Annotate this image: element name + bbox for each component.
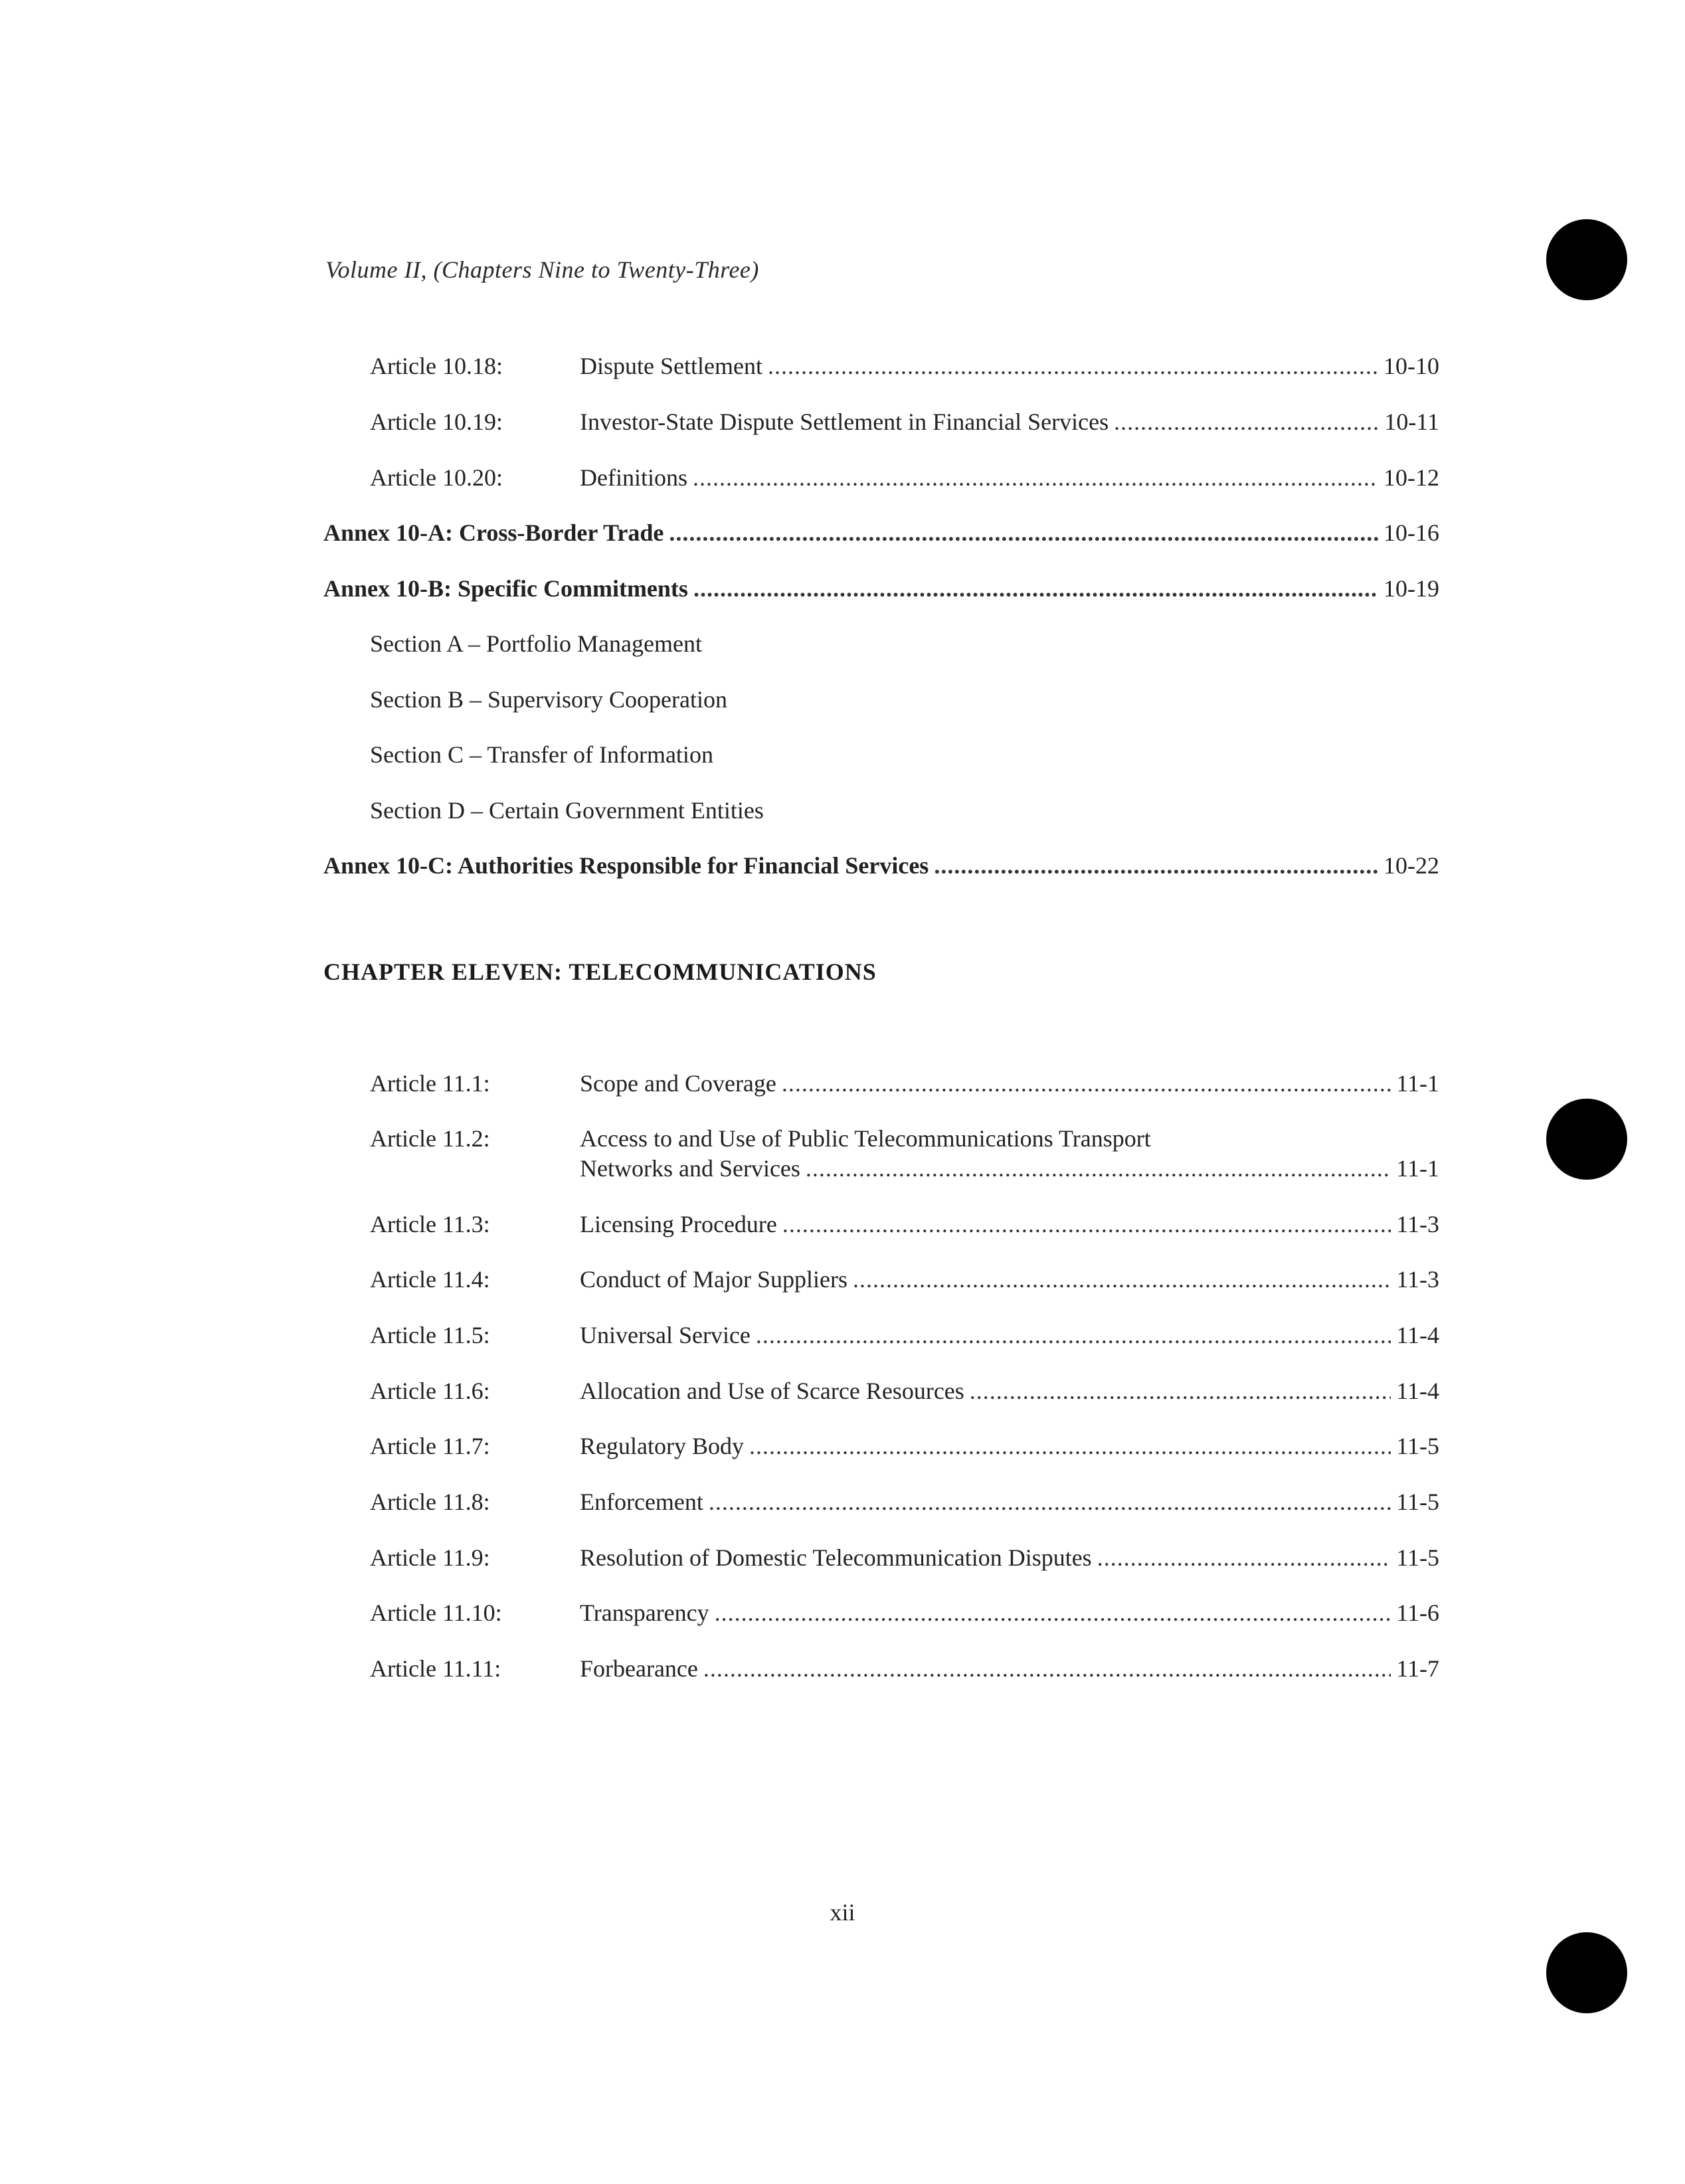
article-title-line — [580, 406, 1439, 438]
dot-leader — [934, 850, 1378, 881]
page-number: 11-5 — [1396, 1544, 1439, 1571]
article-title-line — [580, 1375, 1439, 1407]
toc-entry-article-11-10[interactable] — [370, 1597, 1439, 1629]
article-label: Article 11.9: — [370, 1544, 490, 1571]
article-title-line — [580, 1486, 1439, 1518]
annex-section-a[interactable]: Section A – Portfolio Management — [370, 630, 702, 657]
dot-leader — [709, 1486, 1391, 1518]
article-title: Resolution of Domestic Telecommunication Disputes — [580, 1544, 1092, 1571]
page-number: 10-10 — [1383, 353, 1439, 379]
toc-entry-article-11-4[interactable] — [370, 1263, 1439, 1295]
article-title-line — [580, 1319, 1439, 1351]
page-number: 11-5 — [1396, 1489, 1439, 1515]
article-title-line — [580, 1152, 1439, 1184]
binder-hole-bottom — [1546, 1932, 1627, 2013]
page-number: 10-16 — [1383, 519, 1439, 546]
toc-entry-article-11-2[interactable] — [370, 1152, 1439, 1184]
article-title-first-line[interactable]: Access to and Use of Public Telecommunications Transport — [580, 1125, 1151, 1152]
toc-entry-article-11-3[interactable] — [370, 1208, 1439, 1240]
article-label: Article 11.5: — [370, 1322, 490, 1348]
article-label: Article 11.1: — [370, 1070, 490, 1097]
article-title-line — [580, 462, 1439, 494]
toc-entry-article-11-5[interactable] — [370, 1319, 1439, 1351]
dot-leader — [669, 517, 1378, 549]
annex-title-line — [323, 850, 1439, 881]
page-number: 10-11 — [1384, 409, 1439, 435]
article-title: Regulatory Body — [580, 1433, 744, 1459]
page-number: 11-3 — [1396, 1266, 1439, 1293]
page-number: 11-4 — [1396, 1378, 1439, 1404]
dot-leader — [703, 1653, 1391, 1684]
article-title: Dispute Settlement — [580, 353, 762, 379]
dot-leader — [715, 1597, 1391, 1629]
annex-section-d[interactable]: Section D – Certain Government Entities — [370, 797, 764, 824]
article-title: Licensing Procedure — [580, 1211, 777, 1237]
footer-page-number: xii — [830, 1899, 855, 1926]
page-number: 11-1 — [1396, 1070, 1439, 1097]
article-label: Article 10.18: — [370, 353, 503, 379]
toc-entry-article-11-9[interactable] — [370, 1542, 1439, 1574]
page-number: 11-1 — [1396, 1155, 1439, 1182]
dot-leader — [749, 1430, 1391, 1462]
dot-leader — [1097, 1542, 1391, 1574]
binder-hole-middle — [1546, 1099, 1627, 1180]
toc-entry-article-11-7[interactable] — [370, 1430, 1439, 1462]
article-title-line — [580, 1653, 1439, 1684]
dot-leader — [782, 1067, 1391, 1099]
page-number: 10-12 — [1383, 464, 1439, 491]
article-title: Definitions — [580, 464, 687, 491]
annex-section-c[interactable]: Section C – Transfer of Information — [370, 741, 713, 768]
article-title: Conduct of Major Suppliers — [580, 1266, 847, 1293]
article-label: Article 10.19: — [370, 409, 503, 435]
article-label: Article 11.8: — [370, 1489, 490, 1515]
article-title-line — [580, 1067, 1439, 1099]
annex-title: Annex 10-C: Authorities Responsible for Financial Services — [323, 852, 929, 879]
article-label: Article 11.10: — [370, 1599, 502, 1626]
page-number: 11-3 — [1396, 1211, 1439, 1237]
article-title: Enforcement — [580, 1489, 703, 1515]
dot-leader — [853, 1263, 1391, 1295]
article-title-line — [580, 1263, 1439, 1295]
page-number: 11-5 — [1396, 1433, 1439, 1459]
article-title: Investor-State Dispute Settlement in Financial Services — [580, 409, 1109, 435]
dot-leader — [693, 462, 1378, 494]
toc-entry-article-10-18[interactable] — [370, 350, 1439, 382]
article-label: Article 11.11: — [370, 1655, 501, 1682]
dot-leader — [1114, 406, 1379, 438]
annex-section-b[interactable]: Section B – Supervisory Cooperation — [370, 686, 727, 713]
article-title-line — [580, 1430, 1439, 1462]
page-number: 11-4 — [1396, 1322, 1439, 1348]
dot-leader — [693, 573, 1378, 604]
annex-title: Annex 10-A: Cross-Border Trade — [323, 519, 664, 546]
article-label: Article 11.7: — [370, 1433, 490, 1459]
page-number: 10-22 — [1383, 852, 1439, 879]
article-title: Scope and Coverage — [580, 1070, 776, 1097]
page-number: 11-7 — [1396, 1655, 1439, 1682]
volume-header: Volume II, (Chapters Nine to Twenty-Three) — [325, 256, 759, 283]
annex-title: Annex 10-B: Specific Commitments — [323, 575, 688, 602]
toc-entry-article-11-1[interactable] — [370, 1067, 1439, 1099]
page-number: 10-19 — [1383, 575, 1439, 602]
article-label: Article 11.2: — [370, 1125, 490, 1152]
article-label: Article 11.6: — [370, 1378, 490, 1404]
article-title: Universal Service — [580, 1322, 751, 1348]
article-title-line — [580, 1542, 1439, 1574]
article-label: Article 11.4: — [370, 1266, 490, 1293]
toc-entry-article-11-6[interactable] — [370, 1375, 1439, 1407]
toc-entry-annex-10-b[interactable] — [323, 573, 1439, 604]
dot-leader — [806, 1152, 1391, 1184]
article-title-line — [580, 1208, 1439, 1240]
dot-leader — [768, 350, 1378, 382]
article-title: Networks and Services — [580, 1155, 800, 1182]
toc-entry-annex-10-c[interactable] — [323, 850, 1439, 881]
toc-entry-article-11-11[interactable] — [370, 1653, 1439, 1684]
article-title-line — [580, 1597, 1439, 1629]
toc-entry-article-10-19[interactable] — [370, 406, 1439, 438]
article-title: Allocation and Use of Scarce Resources — [580, 1378, 964, 1404]
binder-hole-top — [1546, 219, 1627, 300]
dot-leader — [782, 1208, 1391, 1240]
chapter-heading[interactable]: CHAPTER ELEVEN: TELECOMMUNICATIONS — [323, 958, 877, 985]
article-label: Article 11.3: — [370, 1211, 490, 1237]
page-number: 11-6 — [1396, 1599, 1439, 1626]
toc-entry-annex-10-a[interactable] — [323, 517, 1439, 549]
annex-title-line — [323, 573, 1439, 604]
annex-title-line — [323, 517, 1439, 549]
dot-leader — [970, 1375, 1391, 1407]
article-label: Article 10.20: — [370, 464, 503, 491]
article-title-line — [580, 350, 1439, 382]
toc-entry-article-10-20[interactable] — [370, 462, 1439, 494]
dot-leader — [756, 1319, 1391, 1351]
toc-entry-article-11-8[interactable] — [370, 1486, 1439, 1518]
article-title: Forbearance — [580, 1655, 698, 1682]
article-title: Transparency — [580, 1599, 709, 1626]
